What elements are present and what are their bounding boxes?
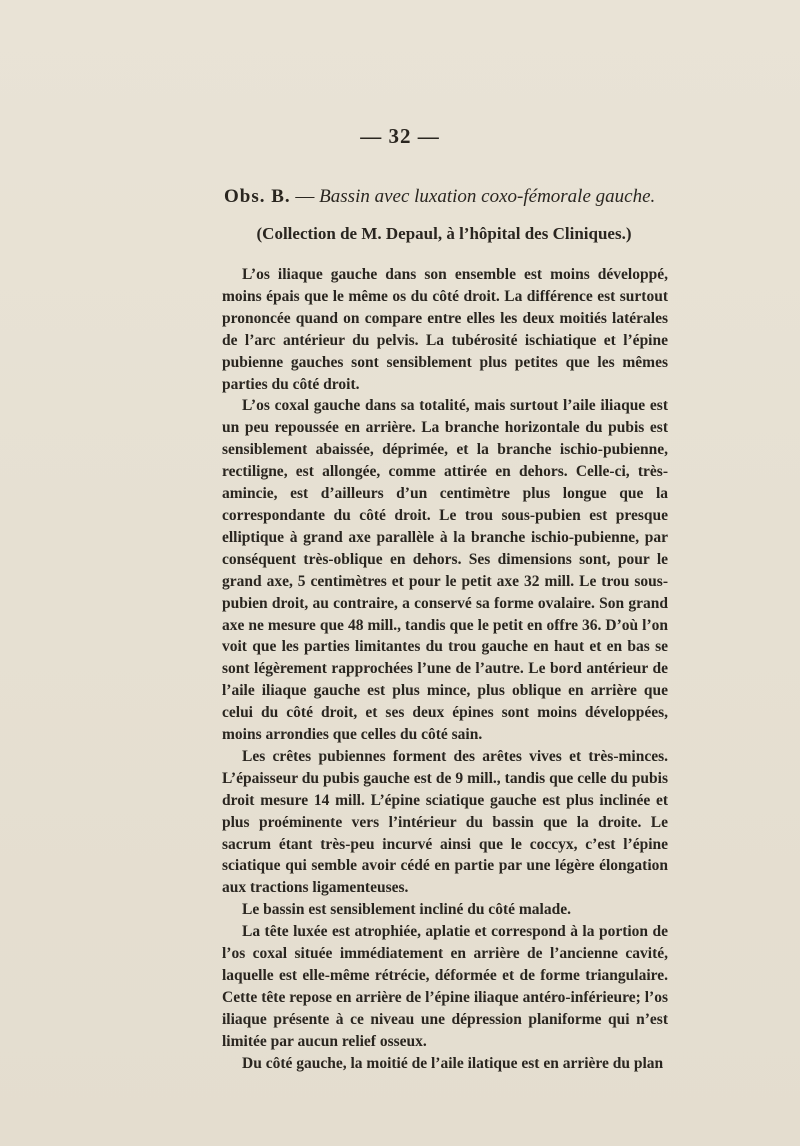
paragraph: Du côté gauche, la moitié de l’aile ilatique est en arrière du plan [242, 1054, 664, 1072]
paragraph: Les crêtes pubiennes forment des arêtes vives et très-minces. L’épaisseur du pubis gauche est de 9 mill., tandis que celle du pubis droit mesure 14 mill. L’épine sciatique gauche est plus inclinée et plus proéminente vers l’intérieur du bassin que la droite. Le sacrum étant très-peu incurvé ainsi que le coccyx, c’est l’épine sciatique qui semble avoir cédé en partie par une légère élongation aux tractions ligamenteuses. [222, 747, 668, 897]
heading-dash: — [290, 186, 320, 207]
paragraph: L’os coxal gauche dans sa totalité, mais surtout l’aile iliaque est un peu repoussée en arrière. La branche horizontale du pubis est sensiblement abaissée, déprimée, et la branche ischio-pubienne, rectiligne, est allongée, comme attirée en dehors. Celle-ci, très-amincie, est d’ailleurs d’un centimètre plus longue que la correspondante du côté droit. Le trou sous-pubien est presque elliptique à grand axe parallèle à la branche ischio-pubienne, par conséquent très-oblique en dehors. Ses dimensions sont, pour le grand axe, 5 centimètres et pour le petit axe 32 mill. Le trou sous-pubien droit, au contraire, a conservé sa forme ovalaire. Son grand axe ne mesure que 48 mill., tandis que le petit en offre 36. D’où l’on voit que les parties limitantes du trou gauche en haut et en bas se sont légèrement rapprochées l’une de l’autre. Le bord antérieur de l’aile iliaque gauche est plus mince, plus oblique en arrière que celui du côté droit, et ses deux épines sont moins développées, moins arrondies que celles du côté sain. [222, 397, 668, 744]
page-number: — 32 — [360, 124, 440, 148]
body-text [222, 264, 668, 1075]
observation-label: Obs. B. [224, 186, 291, 207]
collection-subtitle: (Collection de M. Depaul, à l’hôpital des Cliniques.) [256, 224, 632, 243]
paragraph: La tête luxée est atrophiée, aplatie et correspond à la portion de l’os coxal située immédiatement en arrière de l’ancienne cavité, laquelle est elle-même rétrécie, déformée et de forme triangulaire. Cette tête repose en arrière de l’épine iliaque antéro-inférieure; l’os iliaque présente à ce niveau une dépression planiforme qui n’est limitée par aucun relief osseux. [222, 923, 668, 1050]
observation-heading [224, 186, 664, 208]
paragraph: L’os iliaque gauche dans son ensemble est moins développé, moins épais que le même os du côté droit. La différence est surtout prononcée quand on compare entre elles les deux moitiés latérales de l’arc antérieur du pelvis. La tubérosité ischiatique et l’épine pubienne gauches sont sensiblement plus petites que les mêmes parties du côté droit. [222, 266, 668, 393]
observation-title: Bassin avec luxation coxo-fémorale gauche. [319, 186, 656, 207]
paragraph: Le bassin est sensiblement incliné du côté malade. [242, 901, 571, 919]
